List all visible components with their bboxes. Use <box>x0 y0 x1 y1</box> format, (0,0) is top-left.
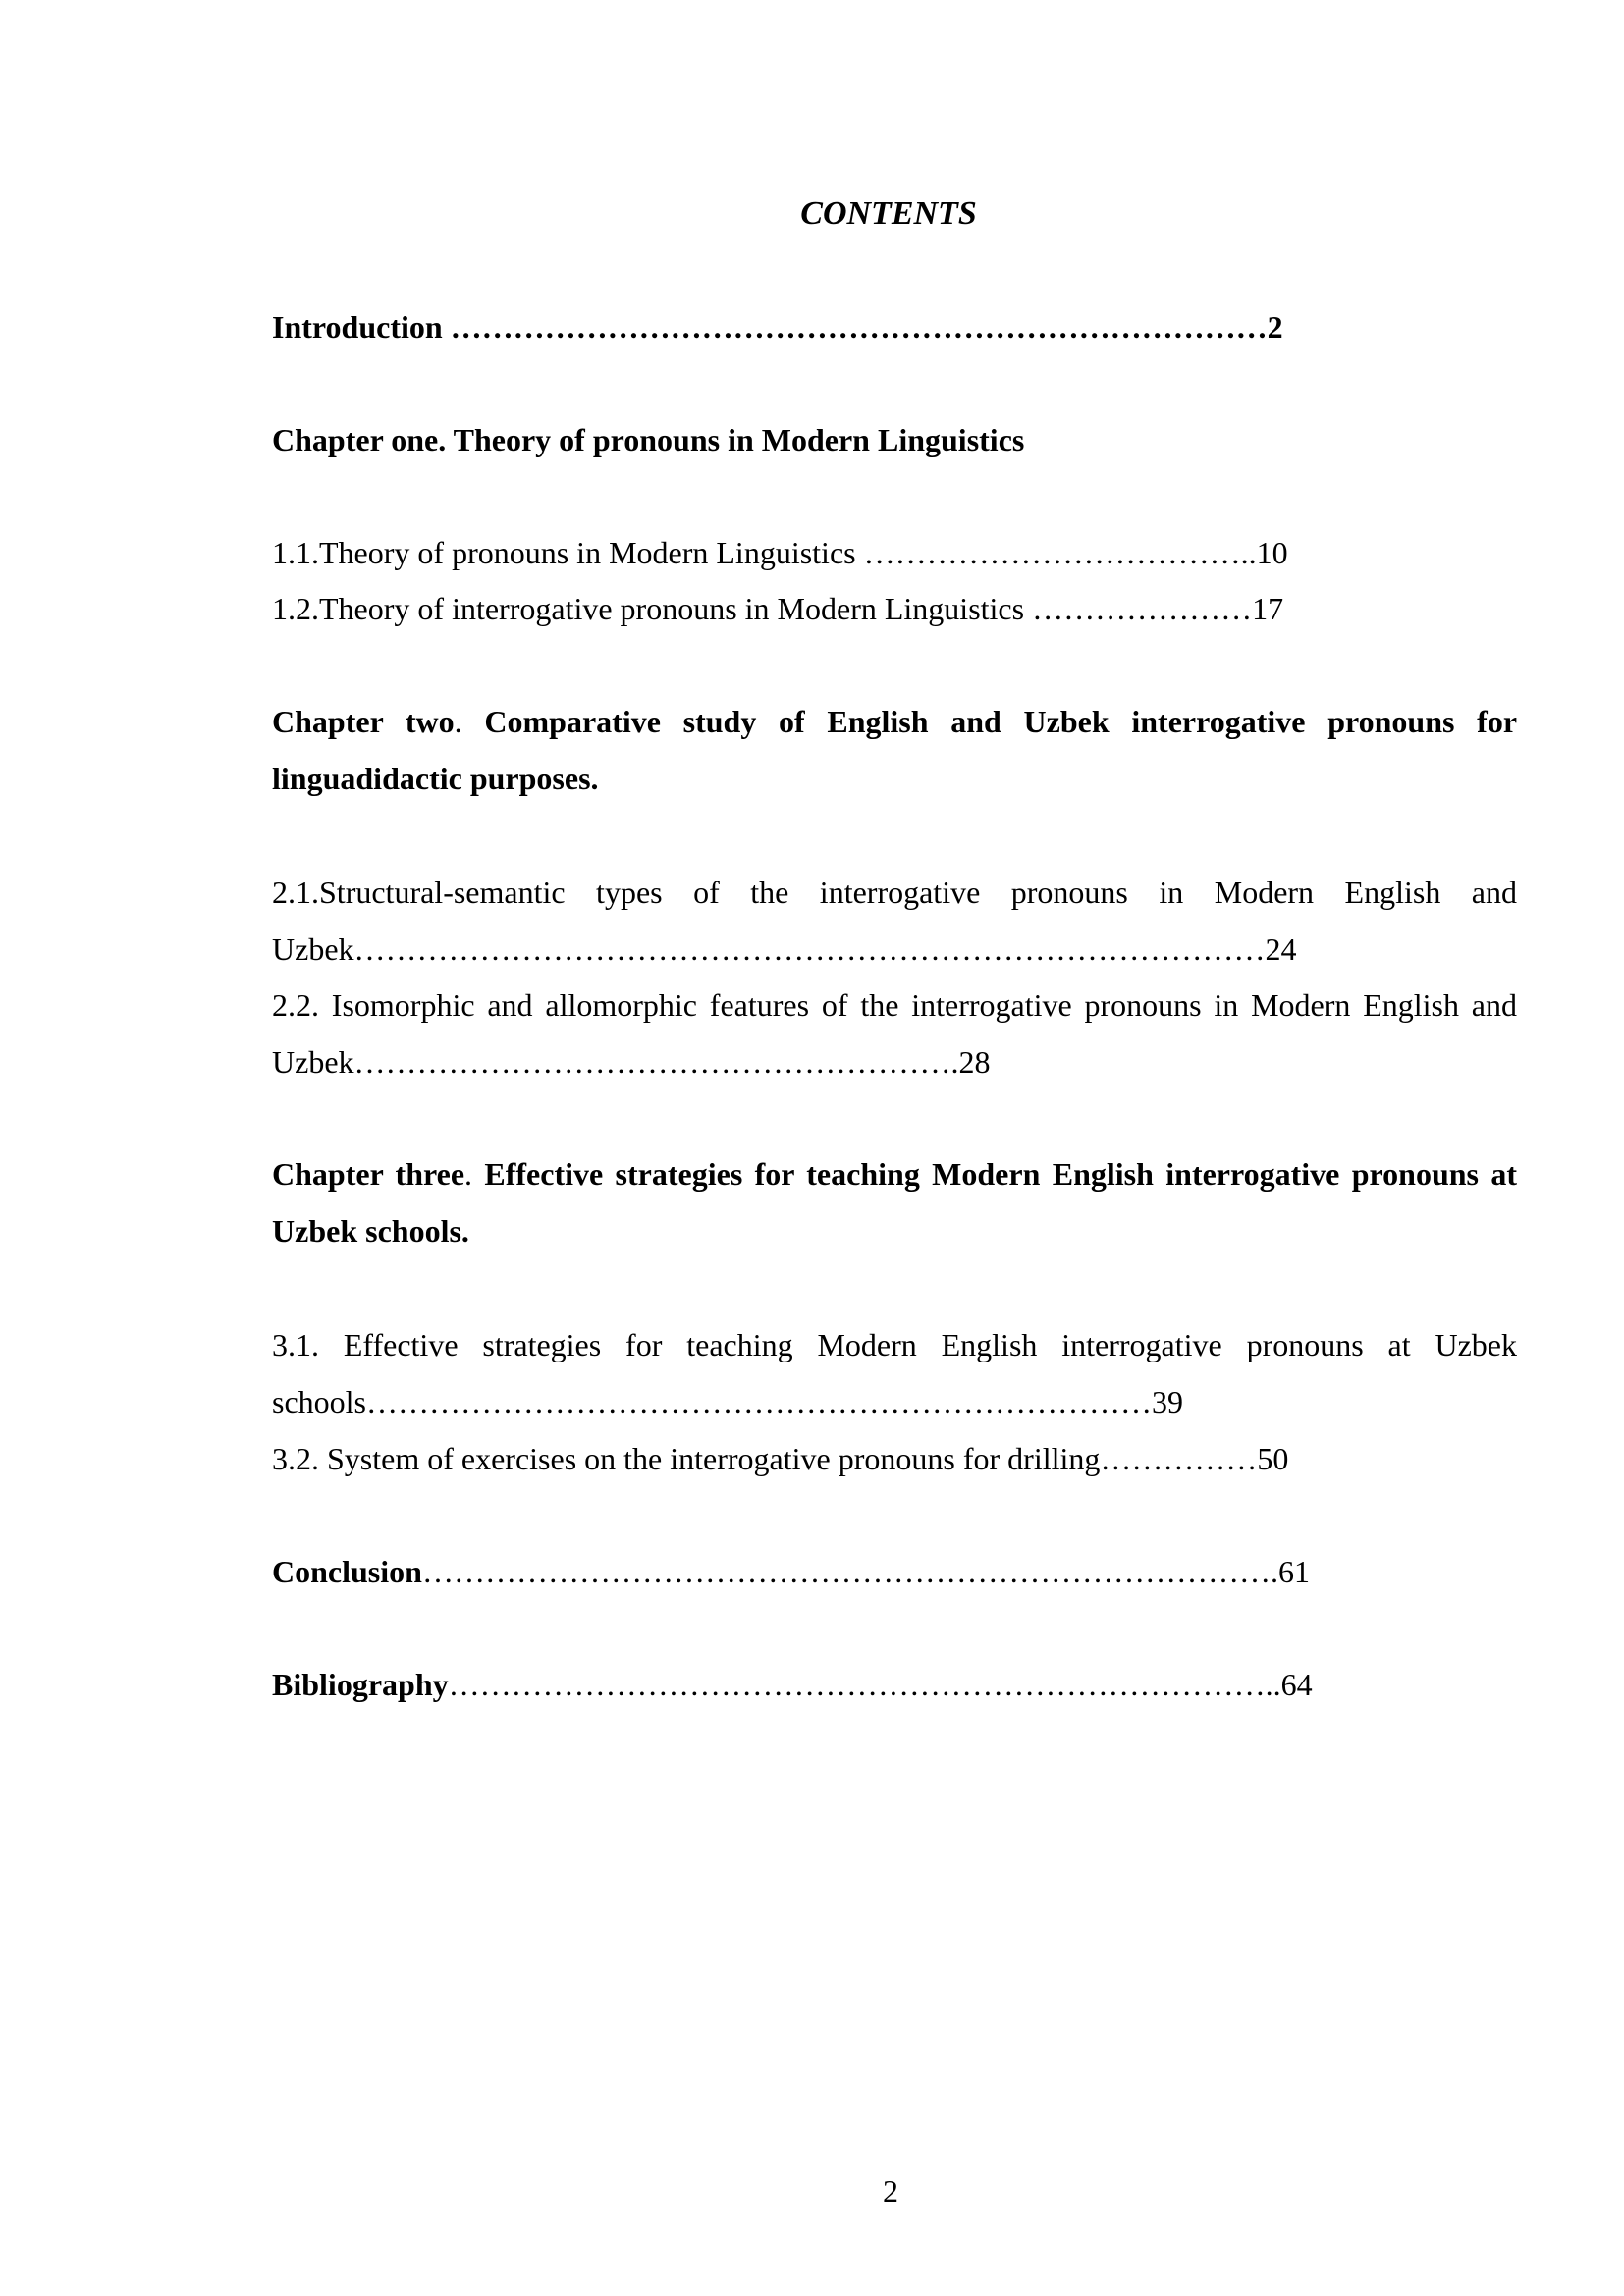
chapter-one-heading: Chapter one. Theory of pronouns in Modern Linguistics <box>272 422 1025 457</box>
contents-title: CONTENTS <box>800 195 977 232</box>
chapter-two-separator: . <box>454 704 485 739</box>
toc-entry-3-2: 3.2. System of exercises on the interrogative pronouns for drilling……………50 <box>272 1441 1289 1476</box>
toc-entry-2-2: 2.2. Isomorphic and allomorphic features of the interrogative pronouns in Modern English and Uzbek………………………………………………….28 <box>272 988 1517 1080</box>
toc-entry-2-1: 2.1.Structural-semantic types of the interrogative pronouns in Modern English and Uzbek……………………………………………………………………………24 <box>272 875 1517 967</box>
chapter-three-separator: . <box>464 1156 485 1192</box>
toc-entry-introduction: Introduction ……………………………………………………………………2 <box>272 309 1283 345</box>
conclusion-label: Conclusion <box>272 1554 422 1589</box>
toc-entry-bibliography <box>272 1661 1313 1708</box>
toc-entry-1-2: 1.2.Theory of interrogative pronouns in Modern Linguistics …………………17 <box>272 591 1284 626</box>
conclusion-leader: ……………………………………………………………………….61 <box>421 1554 1310 1589</box>
toc-entry-1-1: 1.1.Theory of pronouns in Modern Linguistics ………………………………..10 <box>272 535 1288 570</box>
toc-entry-conclusion <box>272 1548 1310 1595</box>
chapter-three-label: Chapter three <box>272 1156 465 1192</box>
chapter-three-heading <box>272 1146 1517 1259</box>
toc-entry-3-1: 3.1. Effective strategies for teaching Modern English interrogative pronouns at Uzbek schools…………………………………………………………………39 <box>272 1327 1517 1419</box>
page-number: 2 <box>883 2173 898 2209</box>
chapter-two-heading <box>272 693 1517 807</box>
chapter-two-title: Comparative study of English and Uzbek interrogative pronouns for linguadidactic purposes. <box>272 704 1518 796</box>
bibliography-label: Bibliography <box>272 1667 449 1702</box>
bibliography-leader: ……………………………………………………………………..64 <box>448 1667 1313 1702</box>
chapter-two-label: Chapter two <box>272 704 455 739</box>
chapter-three-title: Effective strategies for teaching Modern English interrogative pronouns at Uzbek schools. <box>272 1156 1518 1249</box>
